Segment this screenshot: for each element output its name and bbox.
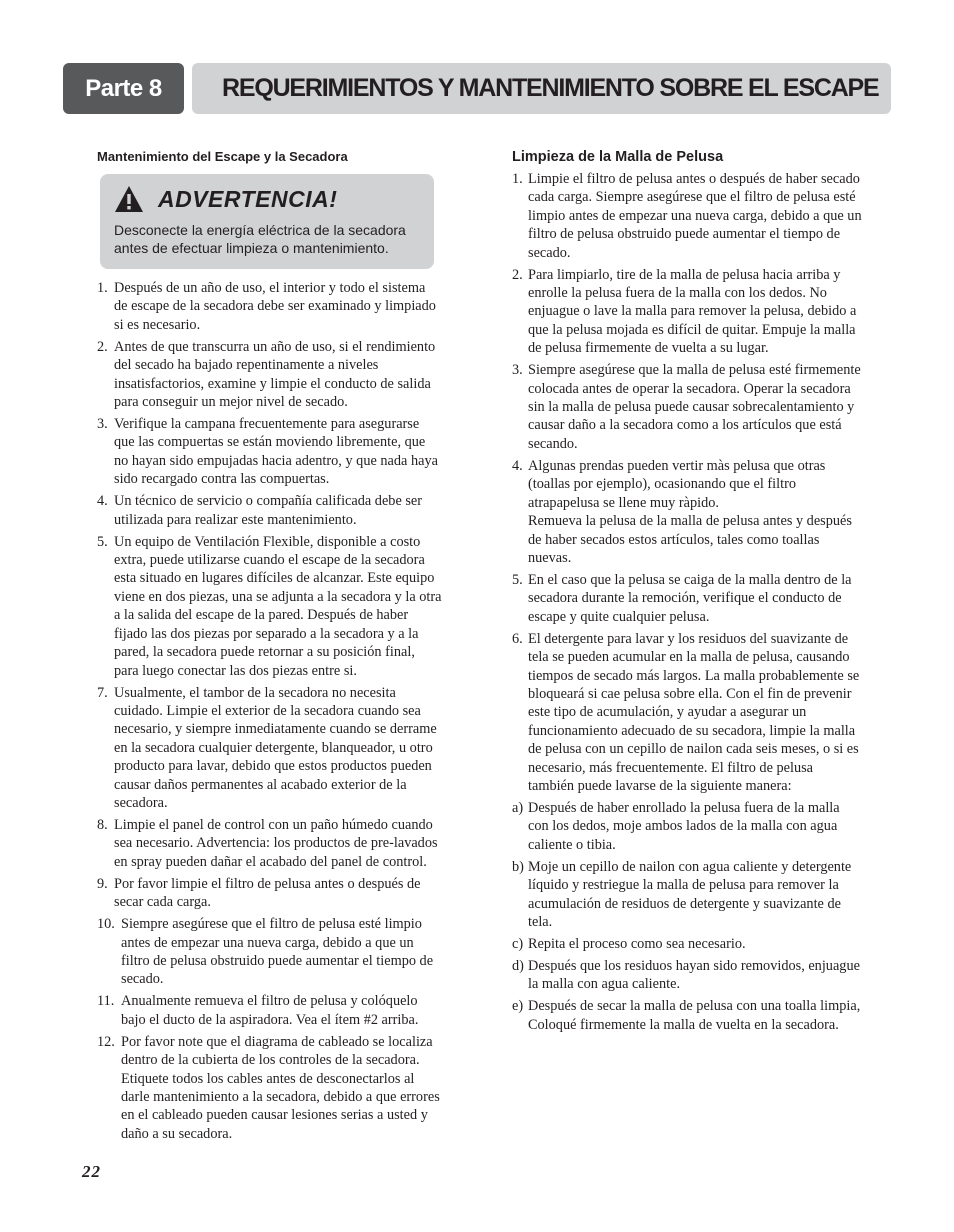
warning-text: Desconecte la energía eléctrica de la secadora antes de efectuar limpieza o mantenimiento. [114, 222, 406, 256]
list-item: 9. Por favor limpie el filtro de pelusa antes o después de secar cada carga. [97, 875, 421, 911]
page-title: REQUERIMIENTOS Y MANTENIMIENTO SOBRE EL ESCAPE [222, 74, 879, 102]
list-item: e) Después de secar la malla de pelusa con una toalla limpia, Coloqué firmemente la malla de vuelta en la secadora. [512, 998, 861, 1033]
list-item: 5. Un equipo de Ventilación Flexible, disponible a costo extra, puede utilizarse cuando el escape de la secadora esta situado en lugares difíciles de alcanzar. Este equipo viene en dos piezas, una se adjunta a la secadora y la otra a la salida del escape de la pared. Después de haber fijado las dos piezas por separado a la secadora y a la pared, la secadora puede retornar a su posición final, para luego conectar las dos piezas entre si. [97, 533, 442, 679]
left-item-list [97, 279, 442, 1143]
left-column [97, 148, 442, 1147]
list-item: 5. En el caso que la pelusa se caiga de la malla dentro de la secadora durante la remoción, verifique el conducto de escape y quite cualquier pelusa. [512, 571, 852, 625]
warning-triangle-icon [114, 184, 144, 214]
warning-box [100, 174, 434, 269]
list-item: 3. Siempre asegúrese que la malla de pelusa esté firmemente colocada antes de operar la secadora. Operar la secadora sin la malla de pelusa puede causar sobrecalentamiento y causar daño a la secadora como a los artículos que está secando. [512, 362, 861, 452]
title-bar [192, 63, 891, 114]
list-item: 7. Usualmente, el tambor de la secadora no necesita cuidado. Limpie el exterior de la secadora cuando sea necesario, y siempre inmediatamente cuando se derrame en la secadora cualquier detergente, blanqueador, u otro producto para lavar, debido que estos productos pueden causar daños permanentes al acabado exterior de la secadora. [97, 684, 437, 811]
list-item: 12. Por favor note que el diagrama de cableado se localiza dentro de la cubierta de los controles de la secadora. Etiquete todos los cables antes de desconectarlos al darle mantenimiento a la secadora, debido a que errores en el cableado pueden causar lesiones serias a usted y daño a su secadora. [97, 1033, 440, 1142]
part-label: Parte 8 [63, 63, 184, 114]
list-item: 2. Antes de que transcurra un año de uso, si el rendimiento del secado ha bajado repentinamente a niveles insatisfactorios, examine y limpie el conducto de salida para conseguir un mejor nivel de secado. [97, 338, 436, 411]
list-item: 4. Algunas prendas pueden vertir màs pelusa que otras (toallas por ejemplo), ocasionando que el filtro atrapapelusa se llene muy ràpido. Remueva la pelusa de la malla de pelusa antes y después de haber secados estos artículos, tales como toallas nuevas. [512, 457, 852, 566]
list-item: 10. Siempre asegúrese que el filtro de pelusa esté limpio antes de empezar una nueva carga, debido a que un filtro de pelusa obstruido puede aumentar el tiempo de secado. [97, 916, 434, 988]
list-item: 8. Limpie el panel de control con un paño húmedo cuando sea necesario. Advertencia: los productos de pre-lavados en spray pueden dañar el acabado del panel de control. [97, 816, 438, 870]
list-item: 1. Limpie el filtro de pelusa antes o después de haber secado cada carga. Siempre asegúrese que el filtro de pelusa esté limpio antes de empezar una nueva carga, debido a que un filtro de pelusa obstruido puede aumentar el tiempo de secado. [512, 171, 862, 261]
right-column [512, 148, 862, 1038]
right-section-heading: Limpieza de la Malla de Pelusa [512, 149, 724, 165]
page-number: 22 [82, 1162, 101, 1181]
list-item: d) Después que los residuos hayan sido removidos, enjuague la malla con agua caliente. [512, 958, 860, 993]
list-item: 4. Un técnico de servicio o compañía calificada debe ser utilizada para realizar este mantenimiento. [97, 493, 423, 528]
warning-title-row [114, 182, 420, 216]
list-item: 3. Verifique la campana frecuentemente para asegurarse que las compuertas se están moviendo libremente, que no hayan sido empujadas hacia adentro, y que nada haya sido recargado contra las compuertas. [97, 416, 438, 488]
list-item: 1. Después de un año de uso, el interior y todo el sistema de escape de la secadora debe ser examinado y limpiado si es necesario. [97, 280, 436, 333]
warning-title: ADVERTENCIA! [158, 185, 338, 212]
list-item: c) Repita el proceso como sea necesario. [512, 936, 746, 952]
right-item-list [512, 170, 862, 1034]
list-item: 11. Anualmente remueva el filtro de pelusa y colóquelo bajo el ducto de la aspiradora. Vea el ítem #2 arriba. [97, 993, 419, 1028]
list-item: a) Después de haber enrollado la pelusa fuera de la malla con los dedos, moje ambos lados de la malla con agua caliente o tibia. [512, 799, 840, 853]
list-item: b) Moje un cepillo de nailon con agua caliente y detergente líquido y restriegue la malla de pelusa para remover la acumulación de residuos de detergente y suavizante de tela. [512, 858, 852, 930]
left-section-heading: Mantenimiento del Escape y la Secadora [97, 149, 348, 164]
list-item: 2. Para limpiarlo, tire de la malla de pelusa hacia arriba y enrolle la pelusa fuera de la malla con los dedos. No enjuague o lave la malla para remover la pelusa, debido a que la pelusa mojada es difícil de quitar. Empuje la malla de pelusa firmemente de vuelta a su lugar. [512, 266, 857, 357]
list-item: 6. El detergente para lavar y los residuos del suavizante de tela se pueden acumular en la malla de pelusa, causando tiempos de secado más largos. La malla probablemente se bloqueará si cae pelusa sobre ella. Con el fin de prevenir este tipo de acumulación, y ayudar a asegurar un funcionamiento adecuado de su secadora, limpie la malla de pelusa con un cepillo de nailon cada seis meses, o si es necesario, más frecuentemente. El filtro de pelusa también puede lavarse de la siguiente manera: [512, 630, 860, 794]
